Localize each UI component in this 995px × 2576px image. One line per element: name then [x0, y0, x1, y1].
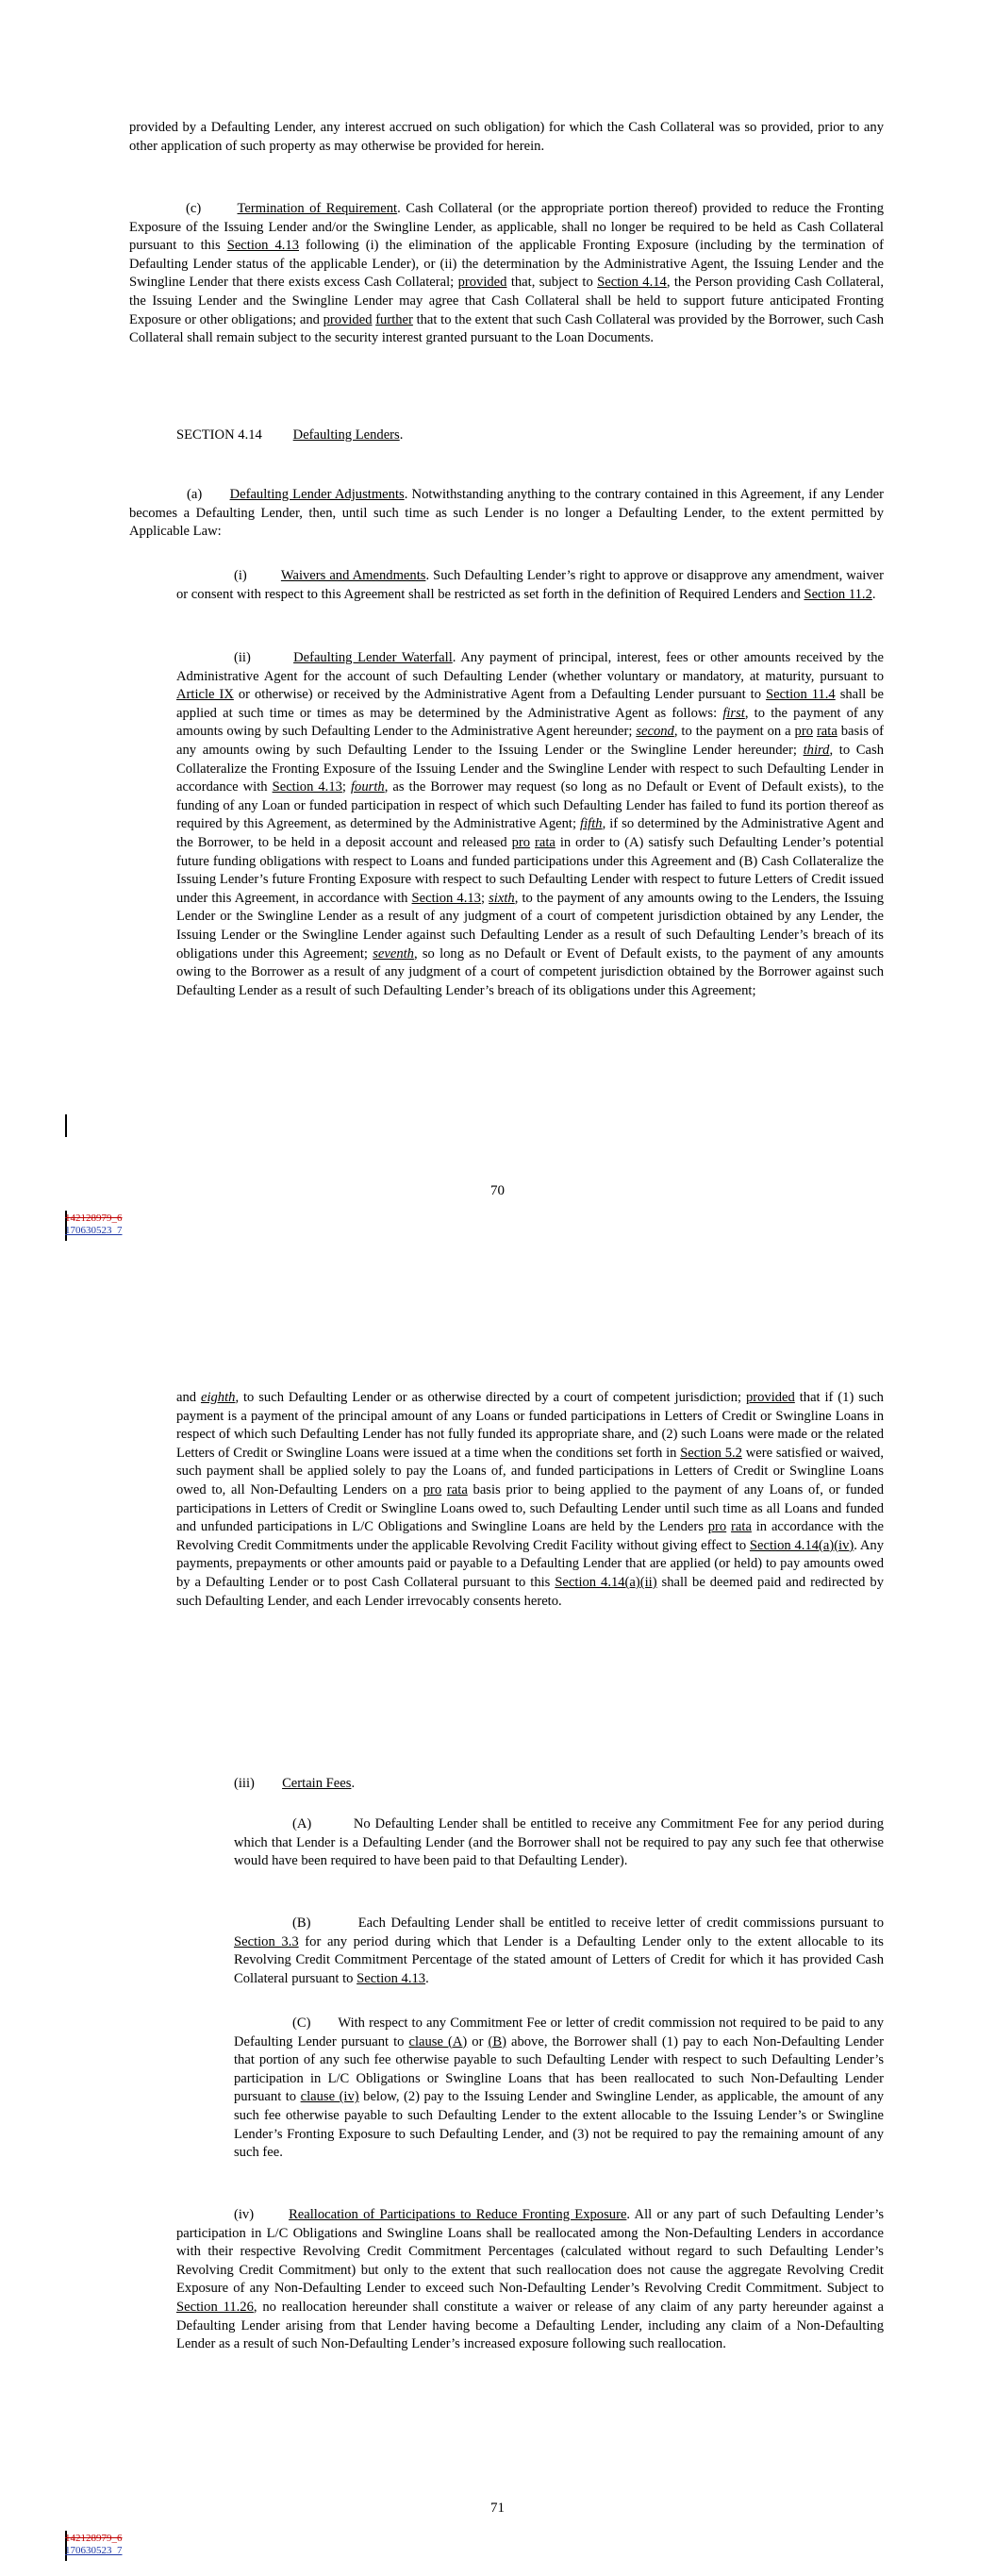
deleted-doc-id: 142128979_6: [65, 1213, 123, 1224]
inserted-doc-id: 170630523_7: [65, 1225, 123, 1236]
heading-certain-fees: (iii) Certain Fees.: [234, 1776, 356, 1791]
xref-section-11-2: Section 11.2: [804, 586, 872, 602]
paragraph-fees-c: (C) With respect to any Commitment Fee or letter of credit commission not required to be paid to any Defaulting Lender pursuant to clause (A) or (B) above, the Borrower shall (1) pay to each Non-Defaulting Lender that portion of any such fee otherwise payable to such Defaulting Lender with respect to such Defaulting Lender’s participation in L/C Obligations or Swingline Loans that has been reallocated to such Non-Defaulting Lender pursuant to clause (iv) below, (2) pay to the Issuing Lender and Swingline Lender, as applicable, the amount of any such fee otherwise payable to such Defaulting Lender to the extent allocable to the Issuing Lender’s or Swingline Lender’s Fronting Exposure to such Defaulting Lender, and (3) not be required to pay the remaining amount of any such fee.: [234, 2016, 884, 2161]
xref-section-4-14: Section 4.14: [597, 275, 667, 291]
paragraph-waterfall-continued: and eighth, to such Defaulting Lender or as otherwise directed by a court of competent jurisdiction; provided that if (1) such payment is a payment of the principal amount of any Loans or funded participations in Letters of Credit or Swingline Loans in respect of which such Defaulting Lender has not fully funded its appropriate share, and (2) such Loans were made or the related Letters of Credit or Swingline Loans were issued at a time when the conditions set forth in Section 5.2 were satisfied or waived, such payment shall be applied solely to pay the Loans of, and funded participations in Letters of Credit or Swingline Loans owed to, all Non-Defaulting Lenders on a pro rata basis prior to being applied to the payment of any Loans of, or funded participations in Letters of Credit or Swingline Loans owed to, such Defaulting Lender until such time as all Loans and funded and unfunded participations in L/C Obligations and Swingline Loans are held by the Lenders pro rata in accordance with the Revolving Credit Commitments under the applicable Revolving Credit Facility without giving effect to Section 4.14(a)(iv). Any payments, prepayments or other amounts paid or payable to a Defaulting Lender that are applied (or held) to pay amounts owed by a Defaulting Lender or to post Cash Collateral pursuant to this Section 4.14(a)(ii) shall be deemed paid and redirected by such Defaulting Lender, and each Lender irrevocably consents hereto.: [176, 1390, 884, 1609]
xref-section-4-13: Section 4.13: [226, 238, 300, 254]
paragraph-termination-of-requirement: (c) Termination of Requirement. Cash Collateral (or the appropriate portion thereof) provided to reduce the Fronting Exposure of the Issuing Lender and/or the Swingline Lender, as applicable, shall no longer be required to be held as Cash Collateral pursuant to this Section 4.13 following (i) the elimination of the applicable Fronting Exposure (including by the termination of Defaulting Lender status of the applicable Lender), or (ii) the determination by the Administrative Agent, the Issuing Lender and the Swingline Lender that there exists excess Cash Collateral; provided that, subject to Section 4.14, the Person providing Cash Collateral, the Issuing Lender and the Swingline Lender may agree that Cash Collateral shall be held to support future anticipated Fronting Exposure or other obligations; and provided further that to the extent that such Cash Collateral was provided by the Borrower, such Cash Collateral shall remain subject to the security interest granted pursuant to the Loan Documents.: [129, 201, 884, 346]
deleted-doc-id: 142128979_6: [65, 2533, 123, 2544]
paragraph-reallocation: (iv) Reallocation of Participations to Reduce Fronting Exposure. All or any part of such Defaulting Lender’s participation in L/C Obligations and Swingline Loans shall be reallocated among the Non-Defaulting Lenders in accordance with their respective Revolving Credit Commitment Percentages (calculated without regard to such Defaulting Lender’s Revolving Credit Commitment) but only to the extent that such reallocation does not cause the aggregate Revolving Credit Exposure of any Non-Defaulting Lender to exceed such Non-Defaulting Lender’s Revolving Credit Commitment. Subject to Section 11.26, no reallocation hereunder shall constitute a waiver or release of any claim of any party hereunder against a Defaulting Lender arising from that Lender having become a Defaulting Lender, including any claim of a Non-Defaulting Lender as a result of such Non-Defaulting Lender’s increased exposure following such reallocation.: [176, 2207, 884, 2352]
paragraph-defaulting-lender-adjustments: (a) Defaulting Lender Adjustments. Notwithstanding anything to the contrary contained in this Agreement, if any Lender becomes a Defaulting Lender, then, until such time as such Lender is no longer a Defaulting Lender, to the extent permitted by Applicable Law:: [129, 487, 884, 540]
paragraph-waivers-and-amendments: (i) Waivers and Amendments. Such Defaulting Lender’s right to approve or disapprove any amendment, waiver or consent with respect to this Agreement shall be restricted as set forth in the definition of Required Lenders and Section 11.2.: [176, 568, 884, 602]
section-heading: SECTION 4.14 Defaulting Lenders.: [176, 427, 404, 443]
footer-doc-id: [65, 1213, 123, 1237]
paragraph-fees-b: (B) Each Defaulting Lender shall be entitled to receive letter of credit commissions pursuant to Section 3.3 for any period during which that Lender is a Defaulting Lender only to the extent allocable to its Revolving Credit Commitment Percentage of the stated amount of Letters of Credit for which it has provided Cash Collateral pursuant to Section 4.13.: [234, 1915, 884, 1986]
change-bar: [65, 1114, 67, 1137]
page-number: 70: [490, 1183, 505, 1198]
inserted-doc-id: 170630523_7: [65, 2545, 123, 2556]
paragraph-carryover: provided by a Defaulting Lender, any interest accrued on such obligation) for which the Cash Collateral was so provided, prior to any other application of such property as may otherwise be provided for herein.: [129, 120, 884, 154]
footer-doc-id: [65, 2533, 123, 2557]
heading-termination: Termination of Requirement: [237, 201, 398, 216]
paragraph-defaulting-lender-waterfall: (ii) Defaulting Lender Waterfall. Any payment of principal, interest, fees or other amounts received by the Administrative Agent for the account of such Defaulting Lender (whether voluntary or mandatory, at maturity, pursuant to Article IX or otherwise) or received by the Administrative Agent from a Defaulting Lender pursuant to Section 11.4 shall be applied at such time or times as may be determined by the Administrative Agent as follows: first, to the payment of any amounts owing by such Defaulting Lender to the Administrative Agent hereunder; second, to the payment on a pro rata basis of any amounts owing by such Defaulting Lender to the Issuing Lender or the Swingline Lender hereunder; third, to Cash Collateralize the Fronting Exposure of the Issuing Lender and the Swingline Lender with respect to such Defaulting Lender in accordance with Section 4.13; fourth, as the Borrower may request (so long as no Default or Event of Default exists), to the funding of any Loan or funded participation in respect of which such Defaulting Lender has failed to fund its portion thereof as required by this Agreement, as determined by the Administrative Agent; fifth, if so determined by the Administrative Agent and the Borrower, to be held in a deposit account and released pro rata in order to (A) satisfy such Defaulting Lender’s potential future funding obligations with respect to Loans and funded participations under this Agreement and (B) Cash Collateralize the Issuing Lender’s future Fronting Exposure with respect to such Defaulting Lender with respect to future Letters of Credit issued under this Agreement, in accordance with Section 4.13; sixth, to the payment of any amounts owing to the Lenders, the Issuing Lender or the Swingline Lender as a result of any judgment of a court of competent jurisdiction obtained by any Lender, the Issuing Lender or the Swingline Lender against such Defaulting Lender as a result of such Defaulting Lender’s breach of its obligations under this Agreement; seventh, so long as no Default or Event of Default exists, to the payment of any amounts owing to the Borrower as a result of any judgment of a court of competent jurisdiction obtained by the Borrower against such Defaulting Lender as a result of such Defaulting Lender’s breach of its obligations under this Agreement;: [176, 650, 885, 998]
page-number: 71: [490, 2501, 505, 2516]
paragraph-fees-a: (A) No Defaulting Lender shall be entitled to receive any Commitment Fee for any period during which that Lender is a Defaulting Lender (and the Borrower shall not be required to pay any such fee that otherwise would have been required to have been paid to that Defaulting Lender).: [234, 1816, 884, 1869]
